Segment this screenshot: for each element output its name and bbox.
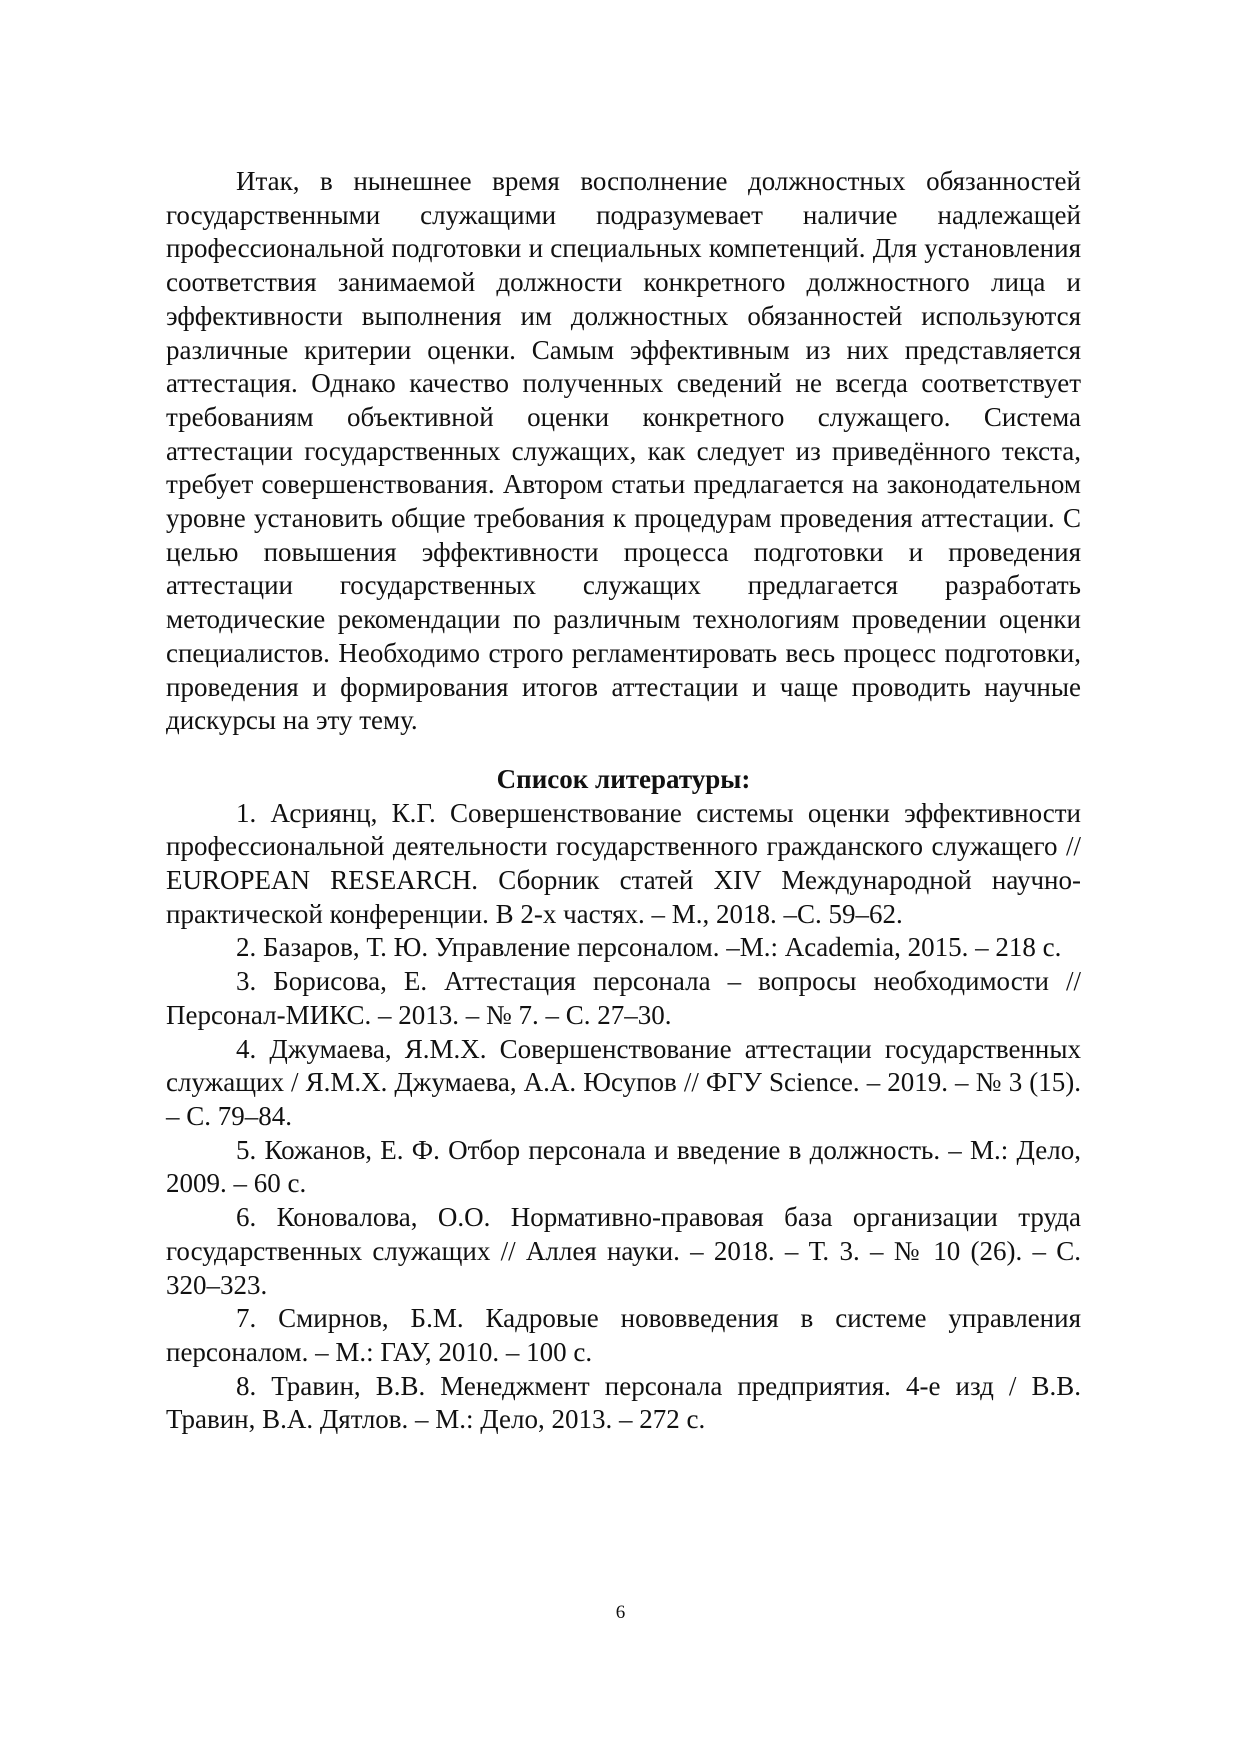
reference-item: 7. Смирнов, Б.М. Кадровые нововведения в системе управления персоналом. – М.: ГАУ, 2010. – 100 с.: [166, 1303, 1081, 1367]
reference-item: 2. Базаров, Т. Ю. Управление персоналом. –М.: Academia, 2015. – 218 с.: [236, 932, 1062, 963]
references-list: [166, 797, 1081, 1437]
reference-item: 6. Коновалова, О.О. Нормативно-правовая база организации труда государственных служащих // Аллея науки. – 2018. – Т. 3. – № 10 (26). – С. 320–323.: [166, 1202, 1081, 1300]
references-title: Список литературы:: [496, 763, 751, 794]
reference-item: 8. Травин, В.В. Менеджмент персонала предприятия. 4-е изд / В.В. Травин, В.А. Дятлов. – М.: Дело, 2013. – 272 с.: [166, 1370, 1081, 1435]
reference-item: 1. Асриянц, К.Г. Совершенствование системы оценки эффективности профессиональной деятельности государственного гражданского служащего // EUROPEAN RESEARCH. Сборник статей XIV Международной научно-практической конференции. В 2-х частях. – М., 2018. –С. 59–62.: [166, 797, 1081, 929]
reference-item: 4. Джумаева, Я.М.Х. Совершенствование аттестации государственных служащих / Я.М.Х. Джумаева, А.А. Юсупов // ФГУ Science. – 2019. – № 3 (15). – С. 79–84.: [166, 1033, 1081, 1131]
page-number: 6: [615, 1602, 626, 1623]
reference-item: 5. Кожанов, Е. Ф. Отбор персонала и введение в должность. – М.: Дело, 2009. – 60 с.: [166, 1134, 1081, 1199]
body-paragraph: Итак, в нынешнее время восполнение должностных обязанностей государственными служащими подразумевает наличие надлежащей профессиональной подготовки и специальных компетенций. Для установления соответствия занимаемой должности конкретного должностного лица и эффективности выполнения им должностных обязанностей используются различные критерии оценки. Самым эффективным из них представляется аттестация. Однако качество полученных сведений не всегда соответствует требованиям объективной оценки конкретного служащего. Система аттестации государственных служащих, как следует из приведённого текста, требует совершенствования. Автором статьи предлагается на законодательном уровне установить общие требования к процедурам проведения аттестации. С целью повышения эффективности процесса подготовки и проведения аттестации государственных служащих предлагается разработать методические рекомендации по различным технологиям проведении оценки специалистов. Необходимо строго регламентировать весь процесс подготовки, проведения и формирования итогов аттестации и чаще проводить научные дискурсы на эту тему.: [166, 166, 1081, 736]
reference-item: 3. Борисова, Е. Аттестация персонала – вопросы необходимости // Персонал-МИКС. – 2013. – № 7. – С. 27–30.: [166, 966, 1081, 1030]
document-page: [166, 165, 1081, 1437]
